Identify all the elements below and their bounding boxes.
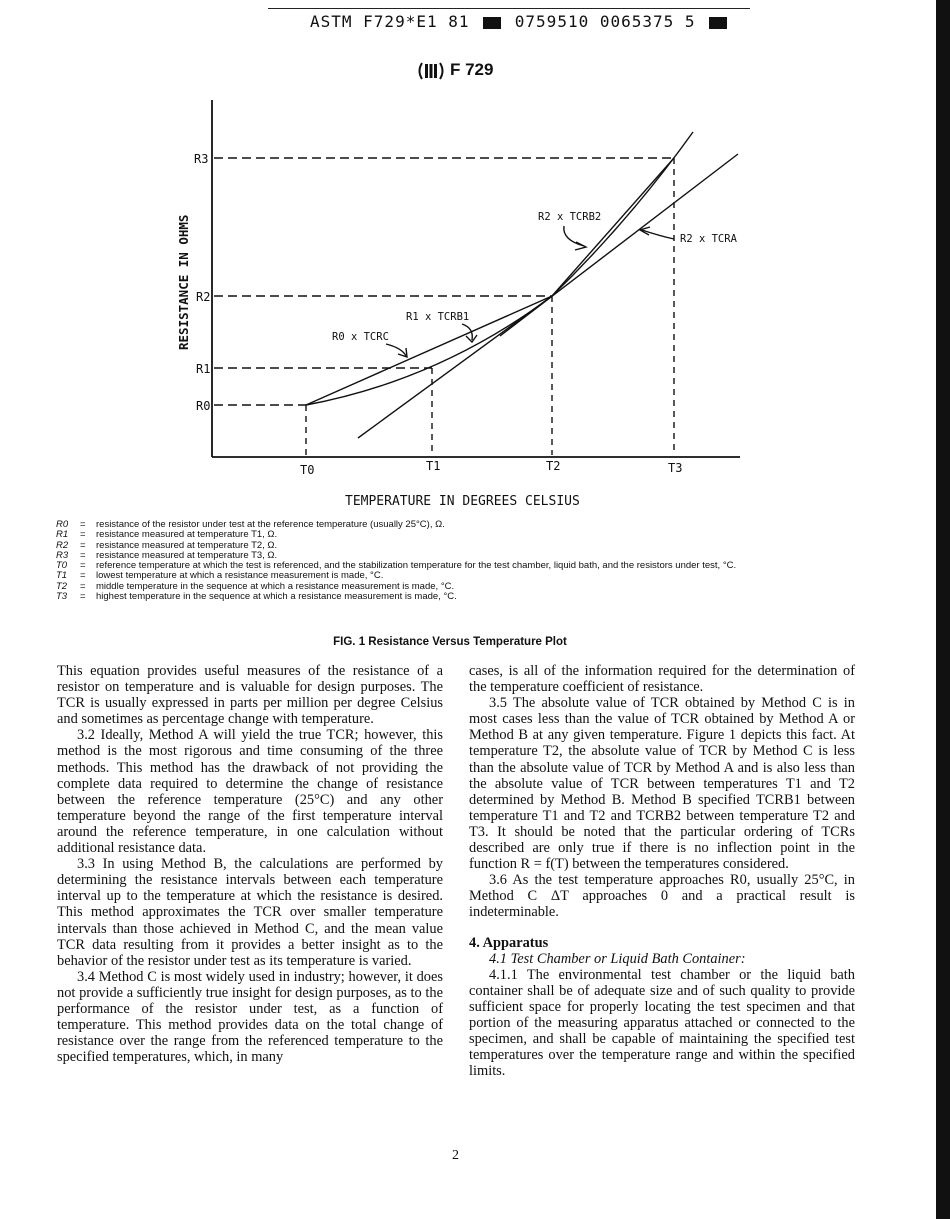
y-tick-r1: R1 [196,362,211,376]
header-code [310,12,730,31]
legend-text: resistance measured at temperature T2, Ω. [96,539,278,551]
legend-symbol: T2 [56,580,68,592]
paragraph-4-1-1: 4.1.1 The environmental test chamber or the liquid bath container shall be of adequate size and of such quality to provide sufficient space for properly locating the test specimen and that portion of the measuring apparatus attached or connected to the specimen, and shall be capable of maintaining the specified test temperatures over the temperature range and within the specified limits. [469,966,855,1080]
code-number: 0759510 0065375 5 [514,12,696,31]
legend-symbol: R2 [56,539,69,551]
scan-edge-bar [936,0,950,1219]
legend-eq: = [80,549,86,561]
right-column [469,663,855,1079]
resistance-temperature-figure [160,100,780,520]
tcr-b2-line [552,158,674,296]
paragraph-3-6: 3.6 As the test temperature approaches R0, usually 25°C, in Method C ΔT approaches 0 and a practical result is indeterminable. [469,872,855,921]
legend-eq: = [80,560,86,572]
legend-text: highest temperature in the sequence at which a resistance measurement is made, °C. [96,591,457,603]
resistance-curve [306,132,693,405]
x-tick-t3: T3 [668,461,683,475]
legend-symbol: R0 [56,519,69,530]
arrow-r0-tcr-c [386,344,406,356]
legend-symbol: R1 [56,529,69,541]
legend-eq: = [80,580,86,592]
x-axis-label: TEMPERATURE IN DEGREES CELSIUS [345,494,580,509]
standard-designation [416,60,493,81]
figure-legend [56,520,736,602]
legend-eq: = [80,529,86,541]
paragraph-3-2: 3.2 Ideally, Method A will yield the true TCR; however, this method is the most rigorous and time consuming of the three methods. This method has the drawback of not providing the complete data required to determine the change of resistance between the reference temperature (25°C) and any other temperature beyond the range of the first temperature interval around the reference temperature, in one calculation without additional resistance data. [57,727,443,857]
legend-symbol: R3 [56,549,69,561]
legend-row [56,592,736,602]
legend-eq: = [80,539,86,551]
legend-text: resistance measured at temperature T3, Ω. [96,549,278,561]
paragraph-3-3: 3.3 In using Method B, the calculations are performed by determining the resistance intervals between each temperature interval up to the temperature at which the resistance is desired. This method approximates the TCR over smaller temperature intervals than those achieved in Method C, and the mean value TCR data resulting from it provides a better insight as to the behavior of the resistor under test as its temperature is varied. [57,856,443,969]
legend-symbol: T3 [56,591,68,603]
arrow-r2-tcr-b2 [564,226,584,246]
y-tick-r2: R2 [196,290,211,304]
page-number: 2 [452,1148,459,1163]
astm-code: ASTM F729*E1 81 [310,12,470,31]
x-tick-t2: T2 [546,459,561,473]
block-mark [483,17,501,29]
label-r2-tcr-a: R2 x TCRA [680,233,737,245]
label-r1-tcr-b1: R1 x TCRB1 [406,311,470,323]
legend-eq: = [80,591,86,603]
tcr-a-line [500,154,738,336]
paragraph-3-4: 3.4 Method C is most widely used in industry; however, it does not provide a sufficiently true insight for design purposes, as to the performance of the resistor under test, as a function of temperature. This method provides data on the total change of resistance over the range from the referenced temperature to the specified temperatures, which, in many [57,968,443,1066]
label-r2-tcr-b2: R2 x TCRB2 [538,211,602,223]
block-mark [709,17,727,29]
figure-caption: FIG. 1 Resistance Versus Temperature Plot [333,636,567,648]
legend-text: middle temperature in the sequence at which a resistance measurement is made, °C. [96,580,455,592]
x-tick-t1: T1 [426,459,441,473]
header-rule [268,8,750,9]
y-tick-r3: R3 [194,152,209,166]
legend-text: lowest temperature at which a resistance measurement is made, °C. [96,570,384,582]
legend-text: reference temperature at which the test is referenced, and the stabilization temperature for the test chamber, liquid bath, and the resistors under test, °C. [96,560,737,572]
label-r0-tcr-c: R0 x TCRC [332,331,389,343]
left-column [57,663,443,1065]
standard-number: F 729 [450,60,494,79]
legend-text: resistance of the resistor under test at the reference temperature (usually 25°C), Ω. [96,519,445,530]
y-tick-r0: R0 [196,399,211,413]
legend-symbol: T0 [56,560,68,572]
sub-heading: 4.1 Test Chamber or Liquid Bath Container: [489,950,746,967]
legend-symbol: T1 [56,570,68,582]
paragraph: cases, is all of the information required for the determination of the temperature coefficient of resistance. [469,663,855,696]
legend-eq: = [80,570,86,582]
y-axis-label: RESISTANCE IN OHMS [176,214,191,350]
legend-text: resistance measured at temperature T1, Ω. [96,529,278,541]
paragraph: This equation provides useful measures of the resistance of a resistor on temperature and is valuable for design purposes. The TCR is usually expressed in parts per million per degree Celsius and sometimes as percentage change with temperature. [57,663,443,728]
section-heading: 4. Apparatus [469,934,549,951]
astm-logo-icon [416,61,446,81]
legend-eq: = [80,519,86,530]
x-tick-t0: T0 [300,463,315,477]
paragraph-3-5: 3.5 The absolute value of TCR obtained by Method C is in most cases less than the value of TCR obtained by Method A or Method B at any given temperature. Figure 1 depicts this fact. At temperature T2, the absolute value of TCR by Method C is less than the absolute value of TCR by Method A and is also less than the absolute value of TCR between temperatures T1 and T2 determined by Method B. Method B specified TCRB1 between temperature T1 and T2 and TCRB2 between temperature T2 and T3. It should be noted that the particular ordering of TCRs described are only true if there is no inflection point in the function R = f(T) between the temperatures considered. [469,695,855,873]
